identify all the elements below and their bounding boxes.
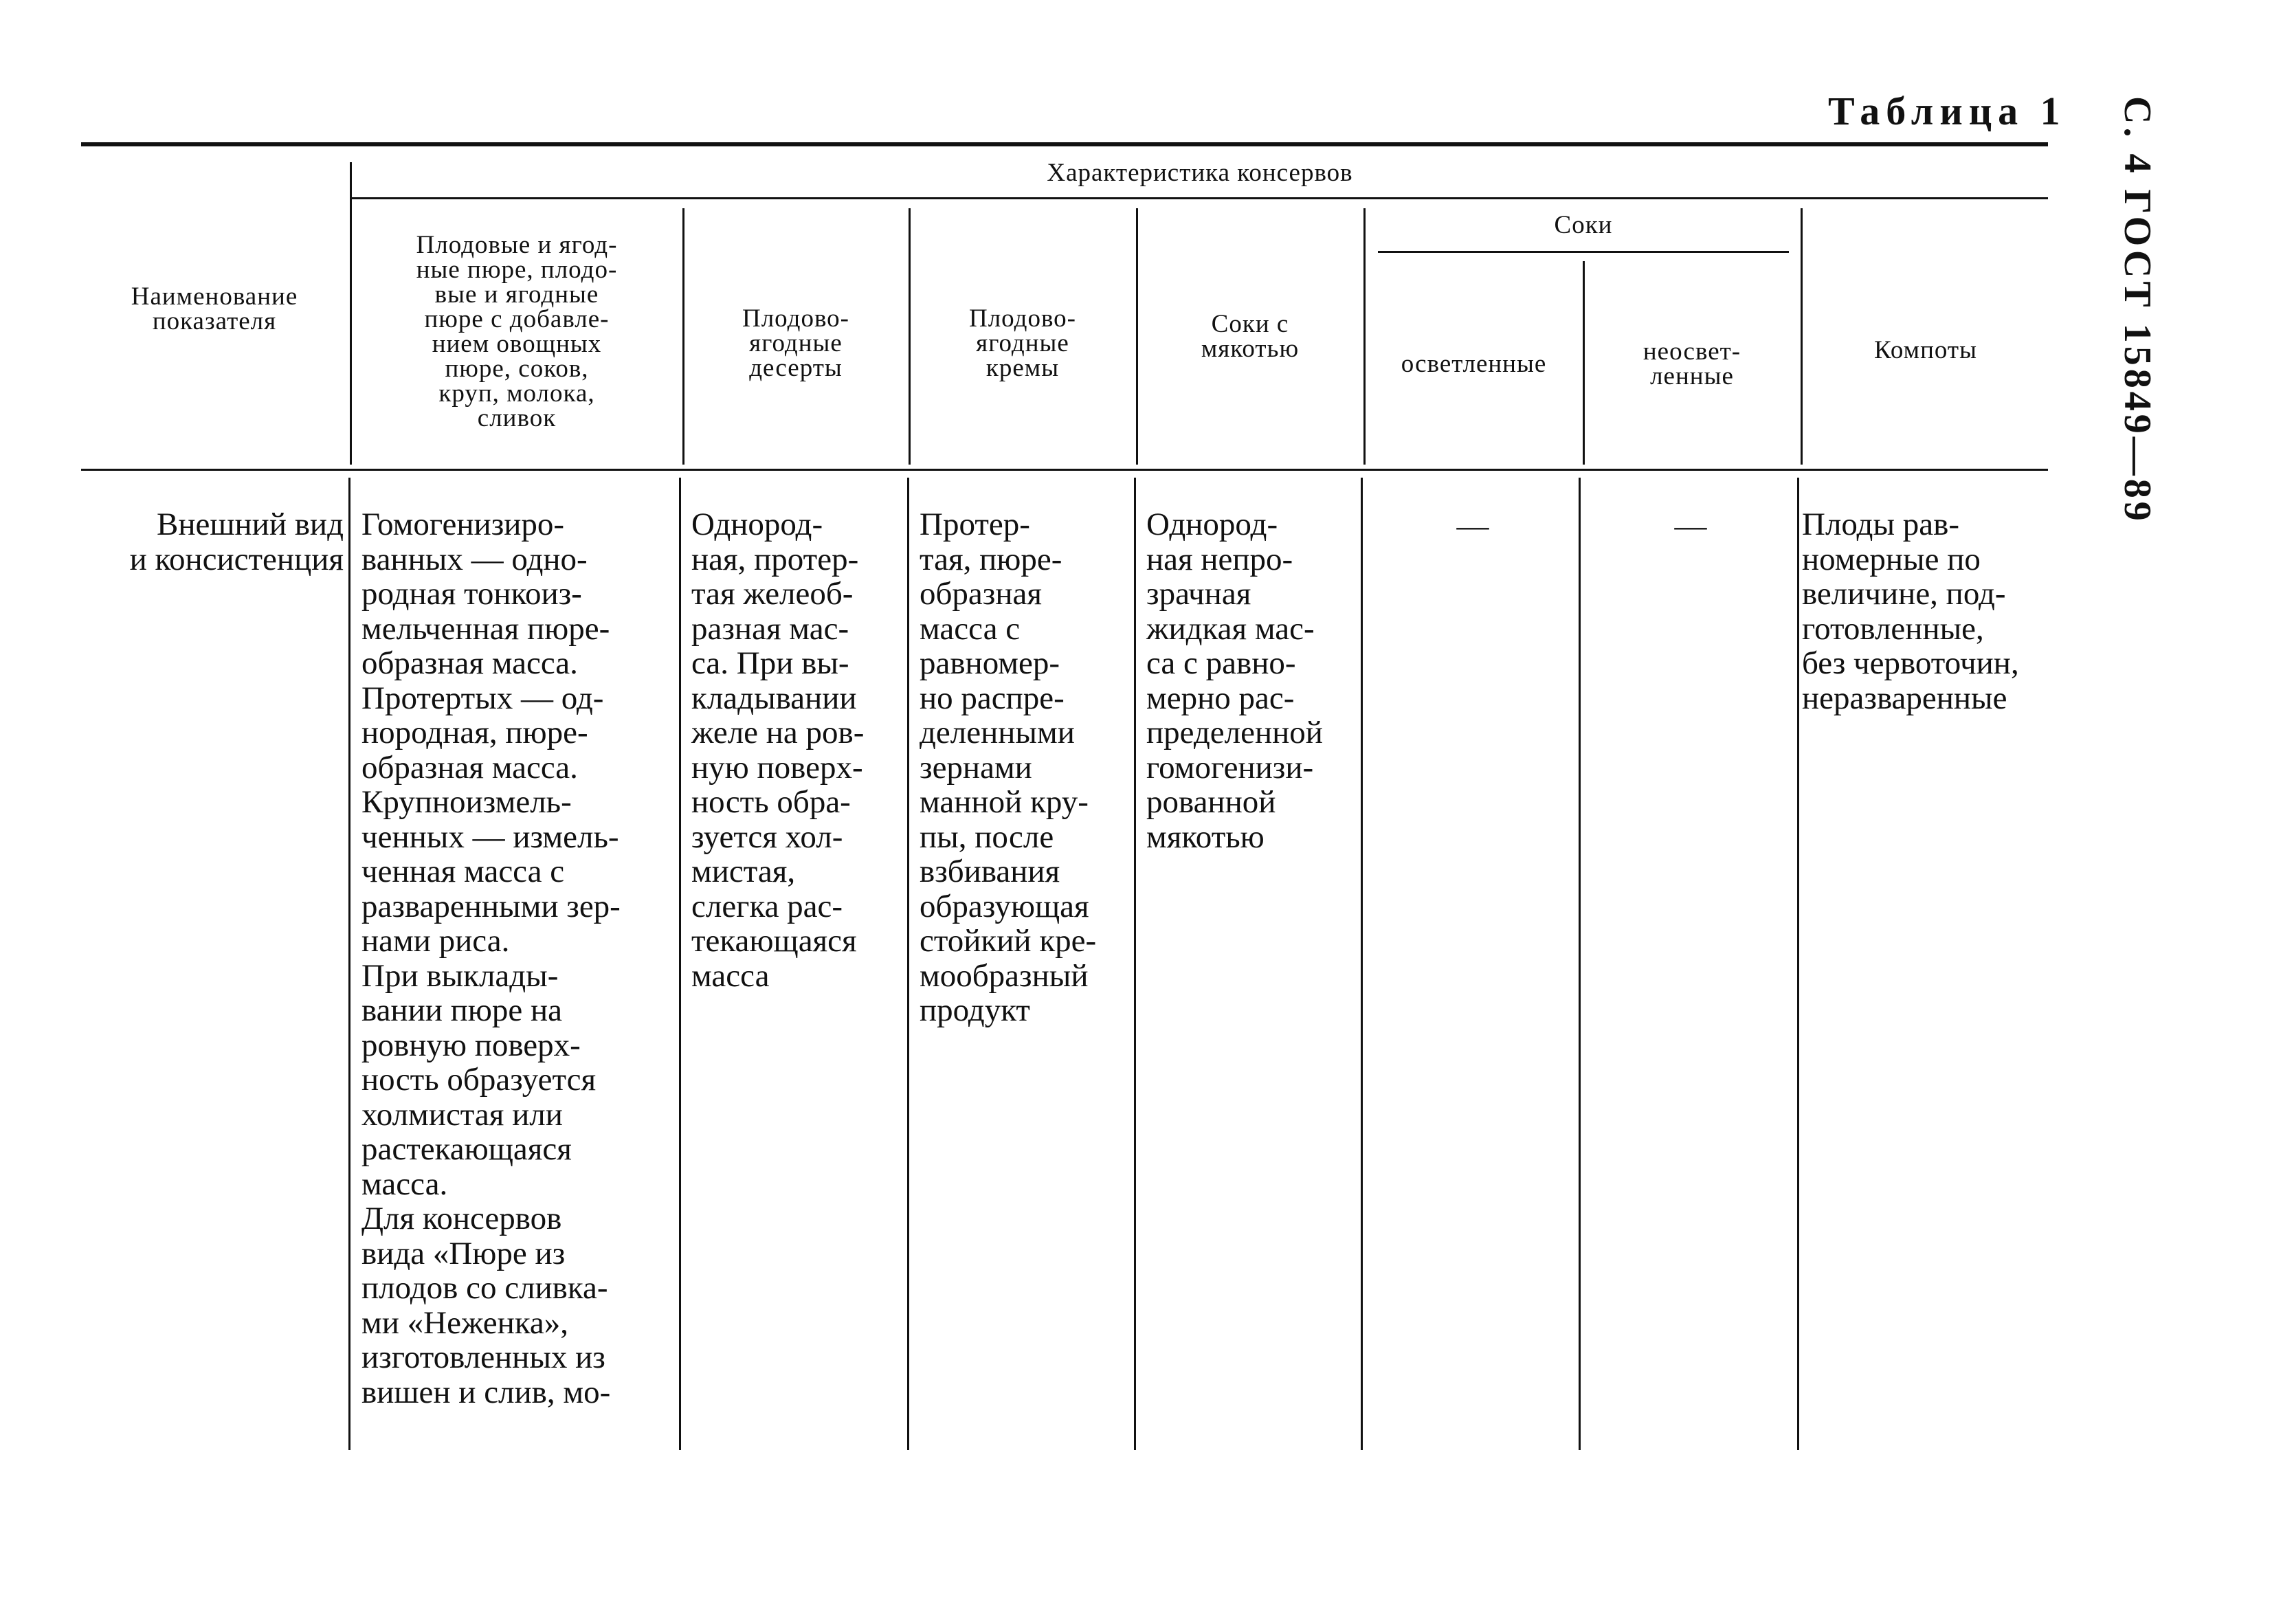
header-indicator-name: Наименование показателя [131, 282, 298, 335]
header-col-desserts: Плодово- ягодные десерты [742, 304, 849, 382]
cell-creams: Протер- тая, пюре- образная масса с равномер- но распре- деленными зернами манной кру- пы, после взбивания образующая стойкий кре- мообразный продукт [920, 507, 1097, 1028]
header-vline-4 [1136, 208, 1138, 465]
juices-subheader-rule [1378, 251, 1789, 253]
header-vline-2 [682, 208, 684, 465]
row-indicator-name: Внешний вид и консистенция [129, 507, 344, 577]
body-vline-7 [1797, 478, 1799, 1450]
body-vline-2 [679, 478, 681, 1450]
body-vline-4 [1134, 478, 1136, 1450]
cell-pulp-juices: Однород- ная непро- зрачная жидкая мас- са с равно- мерно рас- пределенной гомогенизи- рованной мякотью [1146, 507, 1323, 855]
header-col-puree: Плодовые и ягод- ные пюре, плодо- вые и ягодные пюре с добавле- нием овощных пюре, соков, круп, молока, сливок [416, 231, 618, 432]
header-group-title: Характеристика консервов [1047, 159, 1353, 187]
body-vline-5 [1361, 478, 1363, 1450]
header-vline-1 [350, 162, 352, 465]
cell-unclarified-dash: — [1674, 508, 1707, 544]
header-col-unclarified: неосвет- ленные [1642, 337, 1741, 390]
side-document-code [2110, 96, 2165, 536]
header-col-creams: Плодово- ягодные кремы [969, 304, 1076, 382]
body-vline-3 [907, 478, 909, 1450]
cell-desserts: Однород- ная, протер- тая желеоб- разная мас- са. При вы- кладывании желе на ров- ную поверх- ность обра- зуется хол- мистая, слегка рас- текающаяся масса [691, 507, 865, 994]
header-vline-6 [1583, 261, 1585, 465]
header-vline-7 [1801, 208, 1803, 465]
side-code-text: С. 4 ГОСТ 15849—89 [2116, 96, 2159, 524]
group-header-rule [350, 197, 2048, 199]
body-vline-1 [348, 478, 350, 1450]
table-top-rule [81, 142, 2048, 146]
cell-compotes: Плоды рав- номерные по величине, под- готовленные, без червоточин, неразваренные [1802, 507, 2019, 716]
table-title: Таблица 1 [1828, 89, 2067, 133]
header-juices-group: Соки [1554, 211, 1613, 239]
header-vline-5 [1363, 208, 1366, 465]
body-vline-6 [1579, 478, 1581, 1450]
header-col-clarified: осветленные [1401, 350, 1547, 378]
header-col-compotes: Компоты [1874, 336, 1977, 364]
header-bottom-rule [81, 469, 2048, 471]
cell-clarified-dash: — [1456, 508, 1489, 544]
header-col-pulp-juices: Соки с мякотью [1201, 310, 1300, 363]
header-vline-3 [909, 208, 911, 465]
cell-puree: Гомогенизиро- ванных — одно- родная тонкоиз- мельченная пюре- образная масса. Протертых — од- нородная, пюре- образная масса. Крупноизмель- ченных — измель- ченная масса с разваренными зер- нами риса. При выклады- вании пюре на ровную поверх- ность образуется холмистая или растекающаяся масса. Для консервов вида «Пюре из плодов со сливка- ми «Неженка», изготовленных из вишен и слив, мо- [361, 507, 621, 1410]
